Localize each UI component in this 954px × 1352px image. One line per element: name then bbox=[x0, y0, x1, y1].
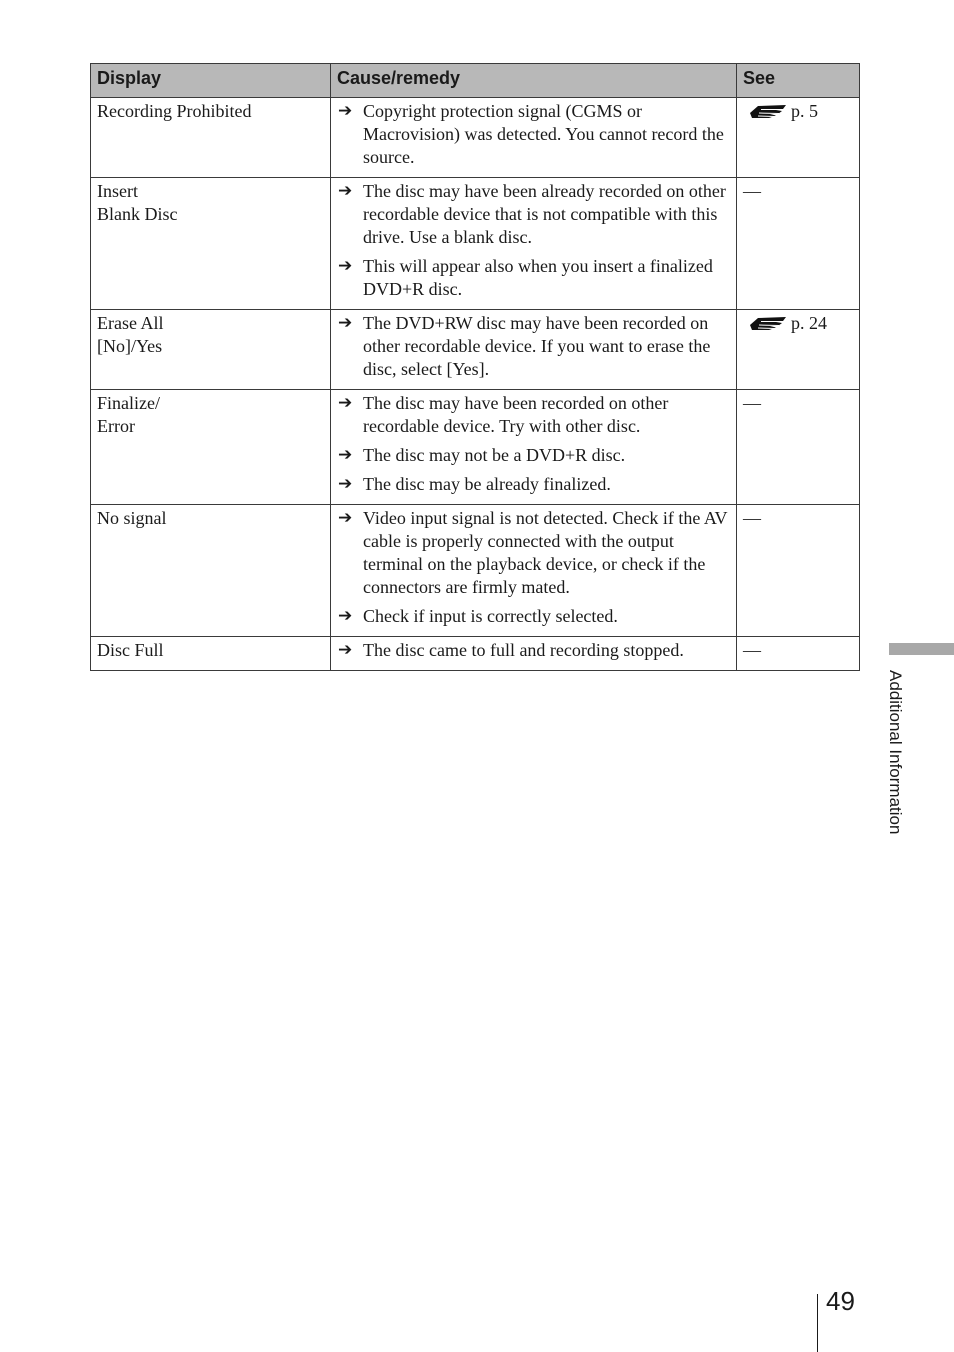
section-tab-label: Additional Information bbox=[886, 670, 905, 835]
header-display: Display bbox=[91, 64, 331, 98]
arrow-right-icon: ➔ bbox=[338, 393, 353, 413]
table-body bbox=[91, 98, 860, 671]
display-message-line: No signal bbox=[97, 508, 167, 528]
see-reference-cell bbox=[737, 505, 860, 637]
cause-remedy-text: The disc may have been recorded on other recordable device. Try with other disc. bbox=[363, 393, 669, 436]
display-message-cell bbox=[91, 98, 331, 178]
page-reference-hand-icon bbox=[749, 314, 787, 337]
see-reference bbox=[743, 393, 761, 413]
cause-remedy-item bbox=[337, 473, 730, 496]
table-row bbox=[91, 178, 860, 310]
page-number: 49 bbox=[826, 1286, 855, 1316]
cause-remedy-cell bbox=[331, 637, 737, 671]
display-message-line: Insert bbox=[97, 181, 138, 201]
cause-remedy-item bbox=[337, 312, 730, 381]
see-reference-cell bbox=[737, 637, 860, 671]
table-row bbox=[91, 637, 860, 671]
display-message-cell bbox=[91, 178, 331, 310]
see-reference bbox=[743, 313, 827, 333]
see-reference-text: — bbox=[743, 640, 761, 660]
see-reference bbox=[743, 101, 818, 121]
arrow-right-icon: ➔ bbox=[338, 256, 353, 276]
cause-remedy-item bbox=[337, 639, 730, 662]
section-tab-marker bbox=[889, 643, 954, 655]
arrow-right-icon: ➔ bbox=[338, 474, 353, 494]
table-row bbox=[91, 98, 860, 178]
display-message-line: Recording Prohibited bbox=[97, 101, 252, 121]
cause-remedy-text: The disc may be already finalized. bbox=[363, 474, 611, 494]
display-message-line: Error bbox=[97, 416, 135, 436]
display-message-line: [No]/Yes bbox=[97, 336, 163, 356]
display-message-cell bbox=[91, 637, 331, 671]
table-header-row bbox=[91, 64, 860, 98]
display-message-line: Finalize/ bbox=[97, 393, 160, 413]
arrow-right-icon: ➔ bbox=[338, 313, 353, 333]
arrow-right-icon: ➔ bbox=[338, 181, 353, 201]
cause-remedy-text: The disc came to full and recording stopped. bbox=[363, 640, 684, 660]
display-message-line: Disc Full bbox=[97, 640, 164, 660]
see-reference-cell bbox=[737, 98, 860, 178]
cause-remedy-item bbox=[337, 180, 730, 249]
display-message-cell bbox=[91, 505, 331, 637]
cause-remedy-cell bbox=[331, 505, 737, 637]
see-reference-text: — bbox=[743, 181, 761, 201]
cause-remedy-text: The DVD+RW disc may have been recorded on other recordable device. If you want to erase the disc, select [Yes]. bbox=[363, 313, 711, 379]
cause-remedy-item bbox=[337, 605, 730, 628]
see-reference bbox=[743, 181, 761, 201]
cause-remedy-text: The disc may have been already recorded on other recordable device that is not compatible with this drive. Use a blank disc. bbox=[363, 181, 726, 247]
cause-remedy-text: The disc may not be a DVD+R disc. bbox=[363, 445, 626, 465]
cause-remedy-item bbox=[337, 444, 730, 467]
cause-remedy-cell bbox=[331, 310, 737, 390]
display-message-cell bbox=[91, 310, 331, 390]
header-cause-remedy: Cause/remedy bbox=[331, 64, 737, 98]
header-see: See bbox=[737, 64, 860, 98]
see-reference-text: p. 5 bbox=[791, 101, 818, 121]
arrow-right-icon: ➔ bbox=[338, 508, 353, 528]
display-message-line: Erase All bbox=[97, 313, 164, 333]
table-row bbox=[91, 310, 860, 390]
see-reference bbox=[743, 508, 761, 528]
page-number-divider bbox=[817, 1294, 818, 1352]
cause-remedy-cell bbox=[331, 98, 737, 178]
see-reference-cell bbox=[737, 390, 860, 505]
cause-remedy-cell bbox=[331, 178, 737, 310]
table-row bbox=[91, 390, 860, 505]
see-reference-cell bbox=[737, 310, 860, 390]
cause-remedy-text: Copyright protection signal (CGMS or Macrovision) was detected. You cannot record the source. bbox=[363, 101, 724, 167]
cause-remedy-item bbox=[337, 507, 730, 599]
cause-remedy-item bbox=[337, 255, 730, 301]
arrow-right-icon: ➔ bbox=[338, 606, 353, 626]
display-message-cell bbox=[91, 390, 331, 505]
display-message-line: Blank Disc bbox=[97, 204, 178, 224]
cause-remedy-item bbox=[337, 100, 730, 169]
arrow-right-icon: ➔ bbox=[338, 101, 353, 121]
table-row bbox=[91, 505, 860, 637]
arrow-right-icon: ➔ bbox=[338, 640, 353, 660]
cause-remedy-text: This will appear also when you insert a finalized DVD+R disc. bbox=[363, 256, 713, 299]
cause-remedy-text: Video input signal is not detected. Check if the AV cable is properly connected with the output terminal on the playback device, or check if the connectors are firmly mated. bbox=[363, 508, 728, 597]
see-reference-text: — bbox=[743, 508, 761, 528]
cause-remedy-item bbox=[337, 392, 730, 438]
cause-remedy-text: Check if input is correctly selected. bbox=[363, 606, 618, 626]
see-reference bbox=[743, 640, 761, 660]
see-reference-cell bbox=[737, 178, 860, 310]
see-reference-text: p. 24 bbox=[791, 313, 827, 333]
see-reference-text: — bbox=[743, 393, 761, 413]
error-message-table bbox=[90, 63, 860, 671]
arrow-right-icon: ➔ bbox=[338, 445, 353, 465]
cause-remedy-cell bbox=[331, 390, 737, 505]
page-reference-hand-icon bbox=[749, 102, 787, 125]
